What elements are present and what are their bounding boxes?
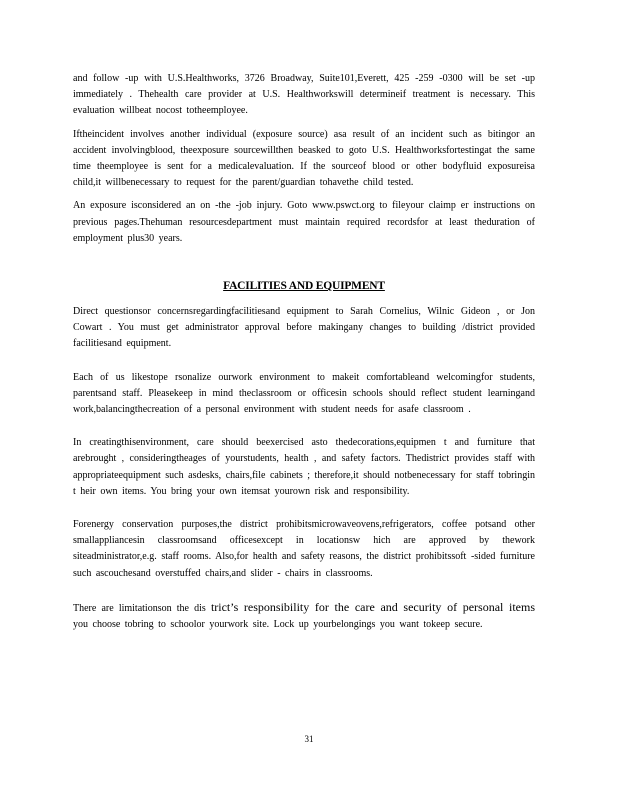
paragraph-creating-environment: In creatingthisenvironment, care should beexercised asto thedecorations,equipmen t and furniture that arebrought , consideringtheages of yourstudents, health , and safety factors. Thedistrict provides staff with appropriateequipment such asdesks, chairs,file cabinets ; therefore,it should notbenecessary for staff tobringin t heir own items. You bring your own itemsat yourown risk and responsibility. bbox=[73, 437, 535, 497]
limitations-text-start: There are limitationson the dis bbox=[73, 602, 211, 614]
paragraph-on-the-job-injury: An exposure isconsidered an on -the -job injury. Goto www.pswct.org to fileyour claimp er instructions on previous pages.Thehuman resourcesdepartment must maintain required recordsfor at least theduration of employment plus30 years. bbox=[73, 200, 535, 244]
paragraph-direct-questions: Direct questionsor concernsregardingfacilitiesand equipment to Sarah Cornelius, Wilnic Gideon , or Jon Cowart . You must get administrator approval before makingany changes to building /district provided facilitiesand equipment. bbox=[73, 306, 535, 350]
limitations-text-end: you choose tobring to schoolor yourwork site. Lock up yourbelongings you want tokeep secure. bbox=[73, 619, 483, 631]
paragraph-personalize-environment: Each of us likestope rsonalize ourwork environment to makeit comfortableand welcomingfor students, parentsand staff. Pleasekeep in mind theclassroom or officesin schools should reflect student learningand work,balancingthecreation of a personal environment with student needs for asafe classroom . bbox=[73, 371, 535, 416]
page-content bbox=[73, 71, 535, 633]
paragraph-followup: and follow -up with U.S.Healthworks, 3726 Broadway, Suite101,Everett, 425 -259 -0300 will be set -up immediately . Thehealth care provider at U.S. Healthworkswill determineif treatment is necessary. This evaluation willbeat nocost totheemployee. bbox=[73, 73, 535, 117]
section-heading-facilities: FACILITIES AND EQUIPMENT bbox=[223, 280, 385, 293]
limitations-text-accent: trict’s responsibility for the care and security of personal items bbox=[210, 599, 536, 614]
paragraph-limitations bbox=[73, 599, 535, 633]
paragraph-energy-conservation: Forenergy conservation purposes,the district prohibitsmicrowaveovens,refrigerators, coffee potsand other smallappliancesin classroomsand officesexcept in locationsw hich are approved by thework siteadministrator,e.g. staff rooms. Also,for health and safety reasons, the district prohibitssoft -sided furniture such ascouchesand overstuffed chairs,and slider - chairs in classrooms. bbox=[73, 519, 535, 579]
paragraph-exposure-source: Iftheincident involves another individual (exposure source) asa result of an incident such as bitingor an accident involvingblood, theexposure sourcewillthen beasked to goto U.S. Healthworksfortestingat the same time theemployee is sent for a medicalevaluation. If the sourceof blood or other bodyfluid exposureisa child,it willbenecessary to request for the parent/guardian tohavethe child tested. bbox=[73, 128, 535, 189]
page-number: 31 bbox=[304, 734, 314, 744]
